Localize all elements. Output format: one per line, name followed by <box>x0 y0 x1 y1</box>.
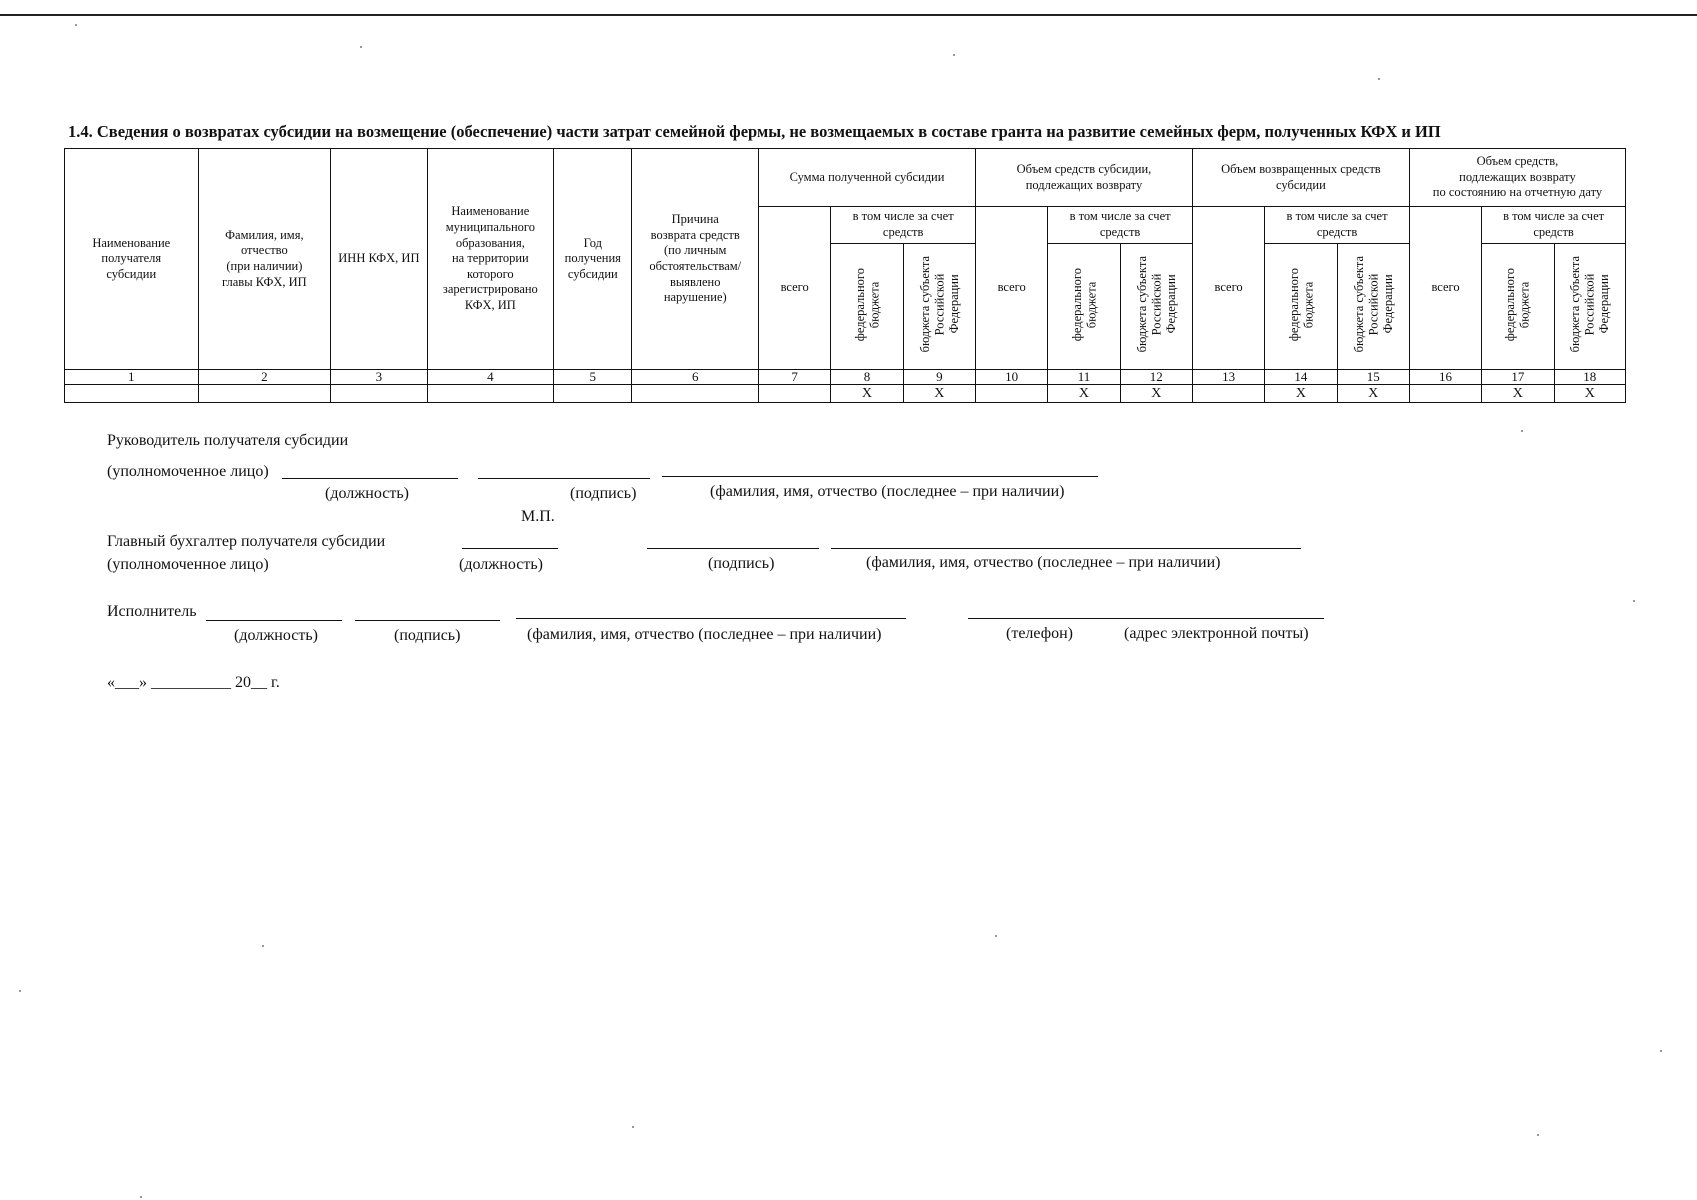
col-number: 14 <box>1265 370 1337 385</box>
executor-signature-caption: (подпись) <box>394 627 461 644</box>
accountant-name-caption: (фамилия, имя, отчество (последнее – при наличии) <box>866 554 1221 571</box>
table-cell: X <box>1120 385 1192 403</box>
header-group-returned: Объем возвращенных средств субсидии <box>1192 149 1409 207</box>
head-position-caption: (должность) <box>325 485 409 502</box>
accountant-signature-caption: (подпись) <box>708 555 775 572</box>
executor-signature-line <box>355 620 500 621</box>
accountant-position-line <box>462 548 558 549</box>
table-cell: X <box>1337 385 1409 403</box>
table-cell <box>632 385 759 403</box>
head-signature-line <box>478 478 650 479</box>
header-incl: в том числе за счет средств <box>1265 207 1410 244</box>
col-number: 5 <box>554 370 632 385</box>
header-regional: бюджета субъекта Российской Федерации <box>1568 256 1611 353</box>
header-group-received: Сумма полученной субсидии <box>759 149 976 207</box>
head-label-line2: (уполномоченное лицо) <box>107 463 269 480</box>
column-number-row <box>65 370 1626 385</box>
col-number: 17 <box>1482 370 1554 385</box>
header-total: всего <box>1409 207 1481 370</box>
header-fio: Фамилия, имя, отчество (при наличии) главы КФХ, ИП <box>198 149 331 370</box>
col-number: 6 <box>632 370 759 385</box>
scan-speck <box>632 1126 634 1128</box>
scan-speck <box>1378 78 1380 80</box>
col-number: 13 <box>1192 370 1264 385</box>
head-position-line <box>282 478 458 479</box>
scan-speck <box>995 935 997 937</box>
executor-phone-caption: (телефон) <box>1006 625 1073 642</box>
table-cell <box>1409 385 1481 403</box>
table-cell: X <box>1554 385 1625 403</box>
col-number: 15 <box>1337 370 1409 385</box>
header-total: всего <box>1192 207 1264 370</box>
header-regional-cell <box>903 244 975 370</box>
table-row <box>65 385 1626 403</box>
col-number: 1 <box>65 370 199 385</box>
col-number: 10 <box>975 370 1047 385</box>
accountant-label-line1: Главный бухгалтер получателя субсидии <box>107 533 386 550</box>
executor-label: Исполнитель <box>107 603 197 620</box>
scan-speck <box>953 54 955 56</box>
header-incl: в том числе за счет средств <box>1048 207 1193 244</box>
executor-contacts-line <box>968 618 1324 619</box>
scan-speck <box>360 46 362 48</box>
accountant-position-caption: (должность) <box>459 556 543 573</box>
col-number: 7 <box>759 370 831 385</box>
table-cell <box>975 385 1047 403</box>
scan-speck <box>1537 1134 1539 1136</box>
executor-email-caption: (адрес электронной почты) <box>1124 625 1309 642</box>
header-federal-cell <box>1048 244 1120 370</box>
header-group-to-return: Объем средств субсидии, подлежащих возврату <box>975 149 1192 207</box>
accountant-label-line2: (уполномоченное лицо) <box>107 556 269 573</box>
header-recipient: Наименование получателя субсидии <box>65 149 199 370</box>
col-number: 3 <box>331 370 427 385</box>
table-cell <box>65 385 199 403</box>
col-number: 9 <box>903 370 975 385</box>
table-cell <box>554 385 632 403</box>
table-cell: X <box>903 385 975 403</box>
header-federal-cell <box>1265 244 1337 370</box>
accountant-name-line <box>831 548 1301 549</box>
table-cell <box>198 385 331 403</box>
header-regional: бюджета субъекта Российской Федерации <box>1134 256 1178 353</box>
header-regional-cell <box>1337 244 1409 370</box>
col-number: 4 <box>427 370 554 385</box>
head-name-caption: (фамилия, имя, отчество (последнее – при наличии) <box>710 483 1065 500</box>
table-cell: X <box>1048 385 1120 403</box>
executor-position-line <box>206 620 342 621</box>
header-reason: Причина возврата средств (по личным обстоятельствам/ выявлено нарушение) <box>632 149 759 370</box>
returns-table <box>64 148 1626 403</box>
header-inn: ИНН КФХ, ИП <box>331 149 427 370</box>
header-municipality: Наименование муниципального образования, на территории которого зарегистрировано КФХ, ИП <box>427 149 554 370</box>
header-regional-cell <box>1554 244 1625 370</box>
scan-border-line <box>0 14 1697 16</box>
scan-speck <box>75 24 77 26</box>
table-cell <box>759 385 831 403</box>
header-total: всего <box>759 207 831 370</box>
header-incl: в том числе за счет средств <box>831 207 976 244</box>
header-total: всего <box>975 207 1047 370</box>
scan-speck <box>1521 430 1523 432</box>
executor-position-caption: (должность) <box>234 627 318 644</box>
col-number: 16 <box>1409 370 1481 385</box>
accountant-signature-line <box>647 548 819 549</box>
header-incl: в том числе за счет средств <box>1482 207 1626 244</box>
table-cell <box>331 385 427 403</box>
table-cell <box>427 385 554 403</box>
col-number: 8 <box>831 370 903 385</box>
scan-speck <box>1633 600 1635 602</box>
head-signature-caption: (подпись) <box>570 485 637 502</box>
date-line: «___» __________ 20__ г. <box>107 674 280 691</box>
header-federal: федерального бюджета <box>1503 267 1532 341</box>
scan-speck <box>1660 1050 1662 1052</box>
header-regional: бюджета субъекта Российской Федерации <box>1351 256 1395 353</box>
col-number: 18 <box>1554 370 1625 385</box>
col-number: 11 <box>1048 370 1120 385</box>
header-federal: федерального бюджета <box>1069 267 1098 341</box>
header-regional-cell <box>1120 244 1192 370</box>
table-cell <box>1192 385 1264 403</box>
scan-speck <box>140 1196 142 1198</box>
head-name-line <box>662 476 1098 477</box>
header-regional: бюджета субъекта Российской Федерации <box>917 256 961 353</box>
table-cell: X <box>1482 385 1554 403</box>
header-group-reporting: Объем средств, подлежащих возврату по состоянию на отчетную дату <box>1409 149 1625 207</box>
header-federal-cell <box>1482 244 1554 370</box>
col-number: 2 <box>198 370 331 385</box>
header-federal: федерального бюджета <box>852 267 881 341</box>
stamp-label: М.П. <box>521 508 555 525</box>
header-federal: федерального бюджета <box>1286 267 1315 341</box>
col-number: 12 <box>1120 370 1192 385</box>
header-year: Год получения субсидии <box>554 149 632 370</box>
header-federal-cell <box>831 244 903 370</box>
table-cell: X <box>831 385 903 403</box>
section-title: 1.4. Сведения о возвратах субсидии на возмещение (обеспечение) части затрат семейной фермы, не возмещаемых в составе гранта на развитие семейных ферм, полученных КФХ и ИП <box>68 122 1441 141</box>
executor-name-line <box>516 618 906 619</box>
head-label-line1: Руководитель получателя субсидии <box>107 432 349 449</box>
executor-name-caption: (фамилия, имя, отчество (последнее – при наличии) <box>527 626 882 643</box>
table-cell: X <box>1265 385 1337 403</box>
scan-speck <box>262 945 264 947</box>
scan-speck <box>19 990 21 992</box>
